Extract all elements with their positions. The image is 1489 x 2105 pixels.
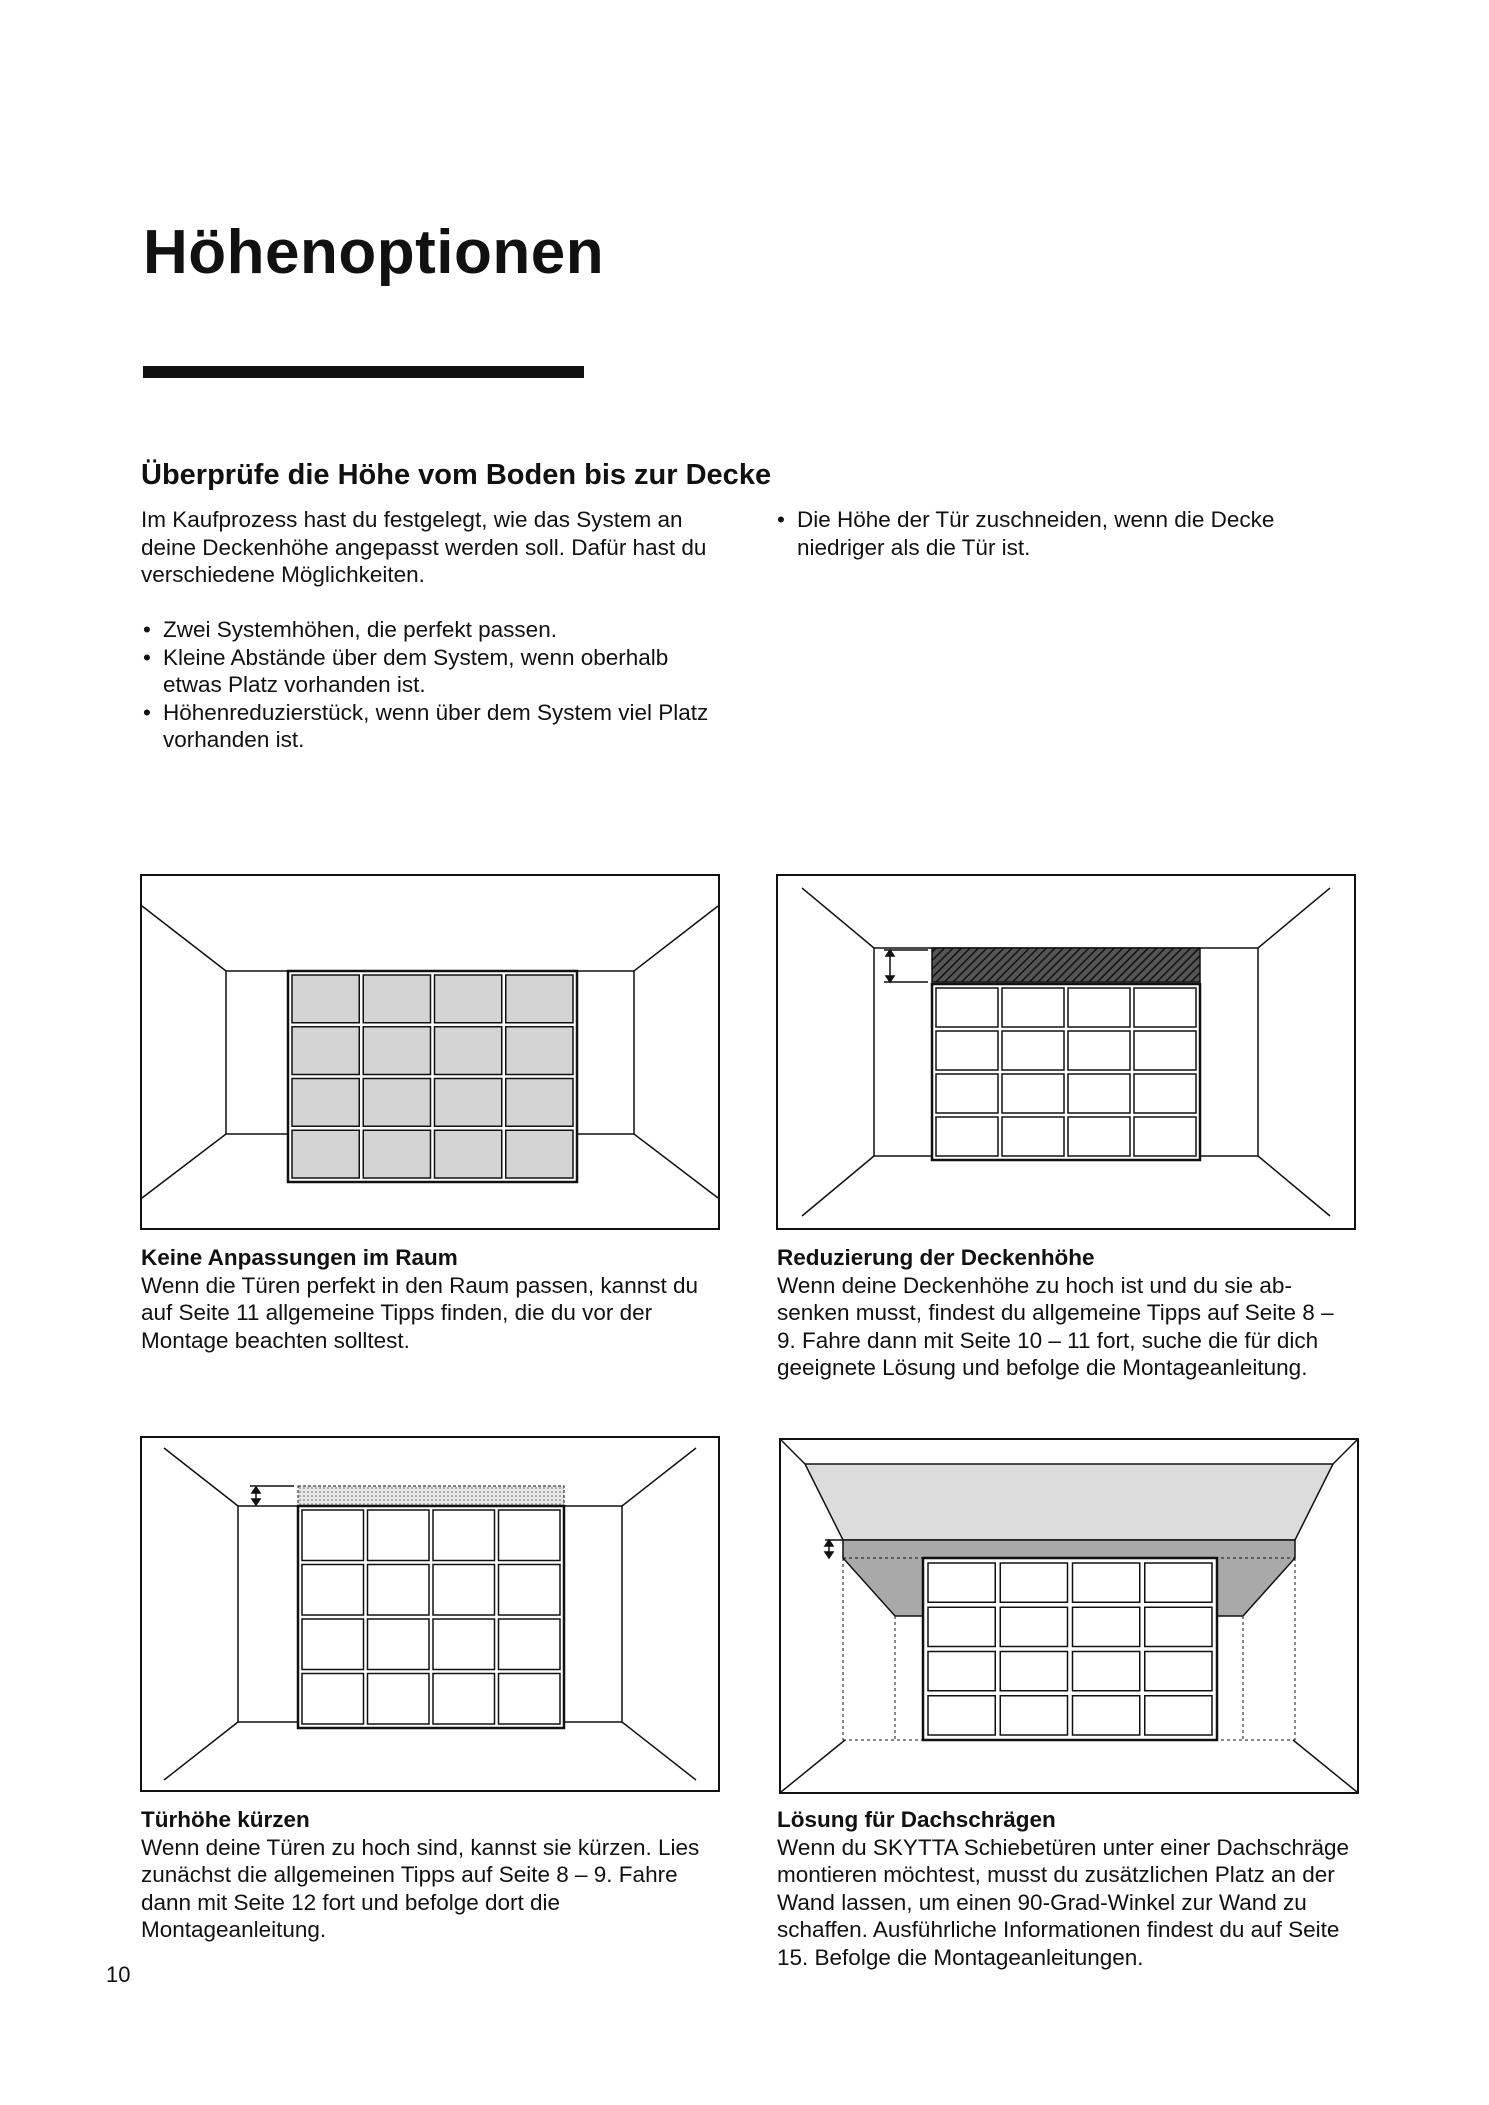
door-panel [368,1565,430,1616]
door-panel [936,1117,998,1156]
door-panel [435,1130,502,1178]
door-panel [1002,1074,1064,1113]
section-heading: Überprüfe die Höhe vom Boden bis zur Decke [141,459,772,491]
door-panel [936,988,998,1027]
caption-title: Reduzierung der Deckenhöhe [777,1245,1095,1270]
page-title: Höhenoptionen [143,218,605,287]
caption-text: Wenn du SKYTTA Schiebetüren unter einer Dachschräge montieren möchtest, musst du zusätzlichen Platz an der Wand lassen, um einen 90-Grad-Winkel zur Wand zu schaffen. Ausführliche Informationen findest du auf Seite 15. Befolge die Montageanleitungen. [777,1834,1349,1970]
door-panel [1134,1074,1196,1113]
caption-title: Türhöhe kürzen [141,1807,310,1832]
door-panel [928,1652,995,1691]
door-panel [1068,1117,1130,1156]
door-panel [433,1619,495,1670]
door-panel [1145,1696,1212,1735]
door-panel [499,1510,561,1561]
intro-paragraph: Im Kaufprozess hast du festgelegt, wie das System an deine Deckenhöhe angepasst werden soll. Dafür hast du verschiedene Möglichkeiten. [141,507,707,587]
door-panel [302,1510,364,1561]
door-panel [302,1565,364,1616]
door-panel [363,1079,430,1127]
caption-tuerhoehe [141,1806,716,1944]
caption-text: Wenn deine Deckenhöhe zu hoch ist und du sie absenken musst, findest du allgemeine Tipps auf Seite 8 – 9. Fahre dann mit Seite 10 – 11 fort, suche die für dich geeignete Lösung und befolge die Montageanleitung. [777,1272,1334,1380]
room-doors-fit-illustration [140,874,720,1230]
door-panel [368,1619,430,1670]
door-panel [292,1027,359,1075]
door-panel [1000,1607,1067,1646]
door-panel [499,1565,561,1616]
caption-dachschraege [777,1806,1352,1971]
intro-bullet: • Höhenreduzierstück, wenn über dem System viel Platz vorhanden ist. [141,699,726,754]
intro-bullet-list [141,616,726,754]
door-panel [1134,988,1196,1027]
door-panel [292,1130,359,1178]
intro-bullet: • Zwei Systemhöhen, die perfekt passen. [141,616,726,644]
door-panel [499,1619,561,1670]
door-panel [1145,1652,1212,1691]
door-panel [433,1510,495,1561]
door-panel [1068,988,1130,1027]
door-panel [506,1027,573,1075]
door-panel [936,1031,998,1070]
page-number: 10 [106,1962,131,1987]
door-panel [928,1563,995,1602]
door-panel [433,1565,495,1616]
door-panel [292,975,359,1023]
room-sloped-ceiling-illustration [779,1438,1359,1794]
door-panel [936,1074,998,1113]
caption-reduzierung [777,1244,1352,1382]
caption-text: Wenn die Türen perfekt in den Raum passen, kannst du auf Seite 11 allgemeine Tipps finden, die du vor der Montage beachten solltest. [141,1272,699,1353]
door-panel [1134,1031,1196,1070]
door-panel [435,1079,502,1127]
door-panel [1002,1117,1064,1156]
door-panel [433,1674,495,1725]
caption-title: Keine Anpassungen im Raum [141,1245,458,1270]
door-panel [499,1674,561,1725]
door-panel [292,1079,359,1127]
door-panel [1000,1696,1067,1735]
door-panel [1073,1696,1140,1735]
door-panel [928,1696,995,1735]
intro-bullet: • Kleine Abstände über dem System, wenn oberhalb etwas Platz vorhanden ist. [141,644,726,699]
door-panel [1068,1031,1130,1070]
door-panel [1134,1117,1196,1156]
door-panel [1145,1607,1212,1646]
room-door-cut-illustration [140,1436,720,1792]
door-panel [435,1027,502,1075]
door-panel [368,1674,430,1725]
intro-bullet: • Die Höhe der Tür zuschneiden, wenn die Decke niedriger als die Tür ist. [775,506,1335,561]
door-panel [506,1130,573,1178]
door-panel [1073,1652,1140,1691]
door-panel [363,1130,430,1178]
door-panel [1002,1031,1064,1070]
room-ceiling-reduction-illustration [776,874,1356,1230]
door-panel [368,1510,430,1561]
door-panel [435,975,502,1023]
caption-title: Lösung für Dachschrägen [777,1807,1056,1832]
door-panel [363,975,430,1023]
door-panel [302,1674,364,1725]
intro-right-bullet-list [775,506,1335,561]
door-panel [1002,988,1064,1027]
door-panel [1073,1563,1140,1602]
door-panel [1068,1074,1130,1113]
door-panel [928,1607,995,1646]
door-panel [1073,1607,1140,1646]
door-panel [506,1079,573,1127]
door-panel [506,975,573,1023]
title-underline [143,366,584,378]
door-panel [1000,1563,1067,1602]
door-panel [1145,1563,1212,1602]
door-panel [302,1619,364,1670]
caption-keine-anpassungen [141,1244,716,1354]
caption-text: Wenn deine Türen zu hoch sind, kannst sie kürzen. Lies zunächst die allgemeinen Tipps auf Seite 8 – 9. Fahre dann mit Seite 12 fort und befolge dort die Montageanleitung. [141,1834,700,1942]
door-panel [363,1027,430,1075]
door-panel [1000,1652,1067,1691]
